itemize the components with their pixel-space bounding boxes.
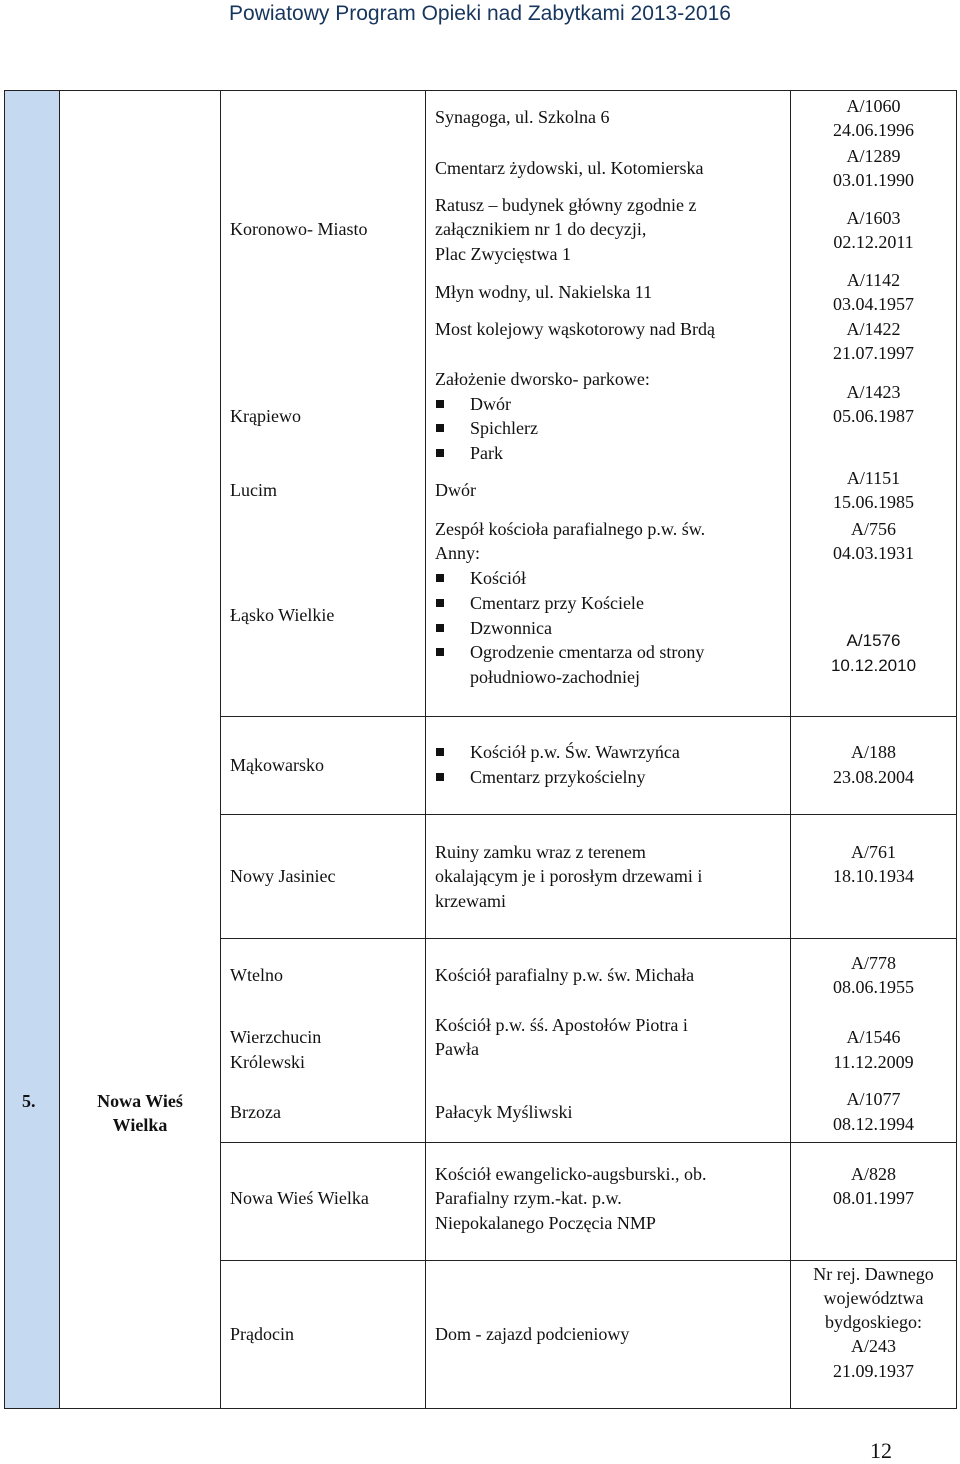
locality-lasko-wielkie: Łąsko Wielkie xyxy=(230,605,335,625)
registry-entry: 04.03.1931 xyxy=(833,543,914,563)
object-text: Pawła xyxy=(435,1039,479,1059)
object-text: okalającym je i porosłym drzewami i xyxy=(435,866,703,886)
object-text: Cmentarz żydowski, ul. Kotomierska xyxy=(435,158,704,178)
registry-entry: 21.09.1937 xyxy=(833,1361,914,1381)
registry-entry: A/188 xyxy=(851,742,896,762)
object-text: Kościół p.w. śś. Apostołów Piotra i xyxy=(435,1015,688,1035)
registry-entry: A/1423 xyxy=(846,382,901,402)
object-text: Kościół ewangelicko-augsburski., ob. xyxy=(435,1164,707,1184)
locality-makowarsko: Mąkowarsko xyxy=(230,755,324,775)
section-number-band xyxy=(4,90,59,1408)
registry-entry: 08.06.1955 xyxy=(833,977,914,997)
registry-entry: 03.04.1957 xyxy=(833,294,914,314)
registry-entry: A/1422 xyxy=(846,319,901,339)
bullet-icon xyxy=(436,424,444,432)
registry-entry: A/1603 xyxy=(846,208,901,228)
object-text: Dwór xyxy=(435,480,476,500)
locality-wtelno: Wtelno xyxy=(230,965,283,985)
bullet-icon xyxy=(436,449,444,457)
locality-lucim: Lucim xyxy=(230,480,277,500)
bullet-icon xyxy=(436,574,444,582)
section-name: Wielka xyxy=(112,1115,168,1135)
bullet-icon xyxy=(436,648,444,656)
object-text: Parafialny rzym.-kat. p.w. xyxy=(435,1188,622,1208)
object-heading: Zespół kościoła parafialnego p.w. św. xyxy=(435,519,706,539)
bullet-icon xyxy=(436,400,444,408)
locality-nowa-wies-wielka: Nowa Wieś Wielka xyxy=(230,1188,369,1208)
list-item: Kościół p.w. Św. Wawrzyńca xyxy=(470,740,680,765)
locality-brzoza: Brzoza xyxy=(230,1102,281,1122)
registry-entry: A/1060 xyxy=(846,96,901,116)
object-text: Plac Zwycięstwa 1 xyxy=(435,244,571,264)
registry-entry: 02.12.2011 xyxy=(833,232,914,252)
object-text: krzewami xyxy=(435,891,506,911)
bullet-icon xyxy=(436,773,444,781)
registry-entry: województwa xyxy=(823,1288,924,1308)
registry-entry: 24.06.1996 xyxy=(833,120,914,140)
registry-entry: 08.12.1994 xyxy=(833,1114,914,1134)
object-heading: Założenie dworsko- parkowe: xyxy=(435,369,650,389)
registry-entry: A/778 xyxy=(851,953,896,973)
registry-entry: A/1151 xyxy=(846,468,901,488)
list-item: Cmentarz przy Kościele xyxy=(470,591,644,616)
object-text: Ruiny zamku wraz z terenem xyxy=(435,842,646,862)
registry-entry: 15.06.1985 xyxy=(833,492,914,512)
object-text: Niepokalanego Poczęcia NMP xyxy=(435,1213,656,1233)
object-text: Dom - zajazd podcieniowy xyxy=(435,1324,630,1344)
registry-entry: 08.01.1997 xyxy=(833,1188,914,1208)
locality-wierzchucin: Królewski xyxy=(230,1052,305,1072)
locality-nowy-jasiniec: Nowy Jasiniec xyxy=(230,866,336,886)
list-item: Cmentarz przykościelny xyxy=(470,765,645,790)
registry-entry: A/828 xyxy=(851,1164,896,1184)
list-item: Kościół xyxy=(470,566,526,591)
registry-entry: 03.01.1990 xyxy=(833,170,914,190)
bullet-icon xyxy=(436,599,444,607)
list-item: Dzwonnica xyxy=(470,616,552,641)
object-heading: Anny: xyxy=(435,543,480,563)
locality-krapiewo: Krąpiewo xyxy=(230,406,301,426)
locality-wierzchucin: Wierzchucin xyxy=(230,1027,322,1047)
list-item-continuation: południowo-zachodniej xyxy=(470,667,640,687)
object-text: Synagoga, ul. Szkolna 6 xyxy=(435,107,610,127)
list-item: Ogrodzenie cmentarza od strony xyxy=(470,640,704,665)
registry-entry: 23.08.2004 xyxy=(833,767,914,787)
list-item: Park xyxy=(470,441,503,466)
registry-entry: A/756 xyxy=(851,519,896,539)
locality-pradocin: Prądocin xyxy=(230,1324,294,1344)
registry-entry: A/1289 xyxy=(846,146,901,166)
list-item: Spichlerz xyxy=(470,416,538,441)
registry-entry: 21.07.1997 xyxy=(833,343,914,363)
object-text: załącznikiem nr 1 do decyzji, xyxy=(435,219,647,239)
bullet-icon xyxy=(436,624,444,632)
registry-entry: A/243 xyxy=(851,1336,896,1356)
section-name: Nowa Wieś xyxy=(97,1091,183,1111)
registry-entry: 10.12.2010 xyxy=(830,656,917,675)
registry-entry: A/1077 xyxy=(846,1089,901,1109)
registry-entry: A/1546 xyxy=(846,1027,901,1047)
registry-entry: Nr rej. Dawnego xyxy=(813,1264,934,1284)
registry-entry: 11.12.2009 xyxy=(833,1052,914,1072)
page-header: Powiatowy Program Opieki nad Zabytkami 2013-2016 xyxy=(229,2,731,25)
registry-entry: A/1142 xyxy=(846,270,901,290)
object-text: Ratusz – budynek główny zgodnie z xyxy=(435,195,697,215)
registry-entry: A/761 xyxy=(851,842,896,862)
bullet-icon xyxy=(436,748,444,756)
page-number: 12 xyxy=(870,1438,892,1463)
registry-entry: 05.06.1987 xyxy=(833,406,914,426)
object-text: Most kolejowy wąskotorowy nad Brdą xyxy=(435,319,715,339)
registry-entry: bydgoskiego: xyxy=(825,1312,922,1332)
registry-entry: 18.10.1934 xyxy=(833,866,914,886)
registry-entry: A/1576 xyxy=(846,631,901,650)
object-text: Pałacyk Myśliwski xyxy=(435,1102,573,1122)
section-number: 5. xyxy=(22,1091,36,1111)
object-text: Młyn wodny, ul. Nakielska 11 xyxy=(435,282,653,302)
object-text: Kościół parafialny p.w. św. Michała xyxy=(435,965,695,985)
locality-koronowo: Koronowo- Miasto xyxy=(230,219,368,239)
list-item: Dwór xyxy=(470,392,511,417)
